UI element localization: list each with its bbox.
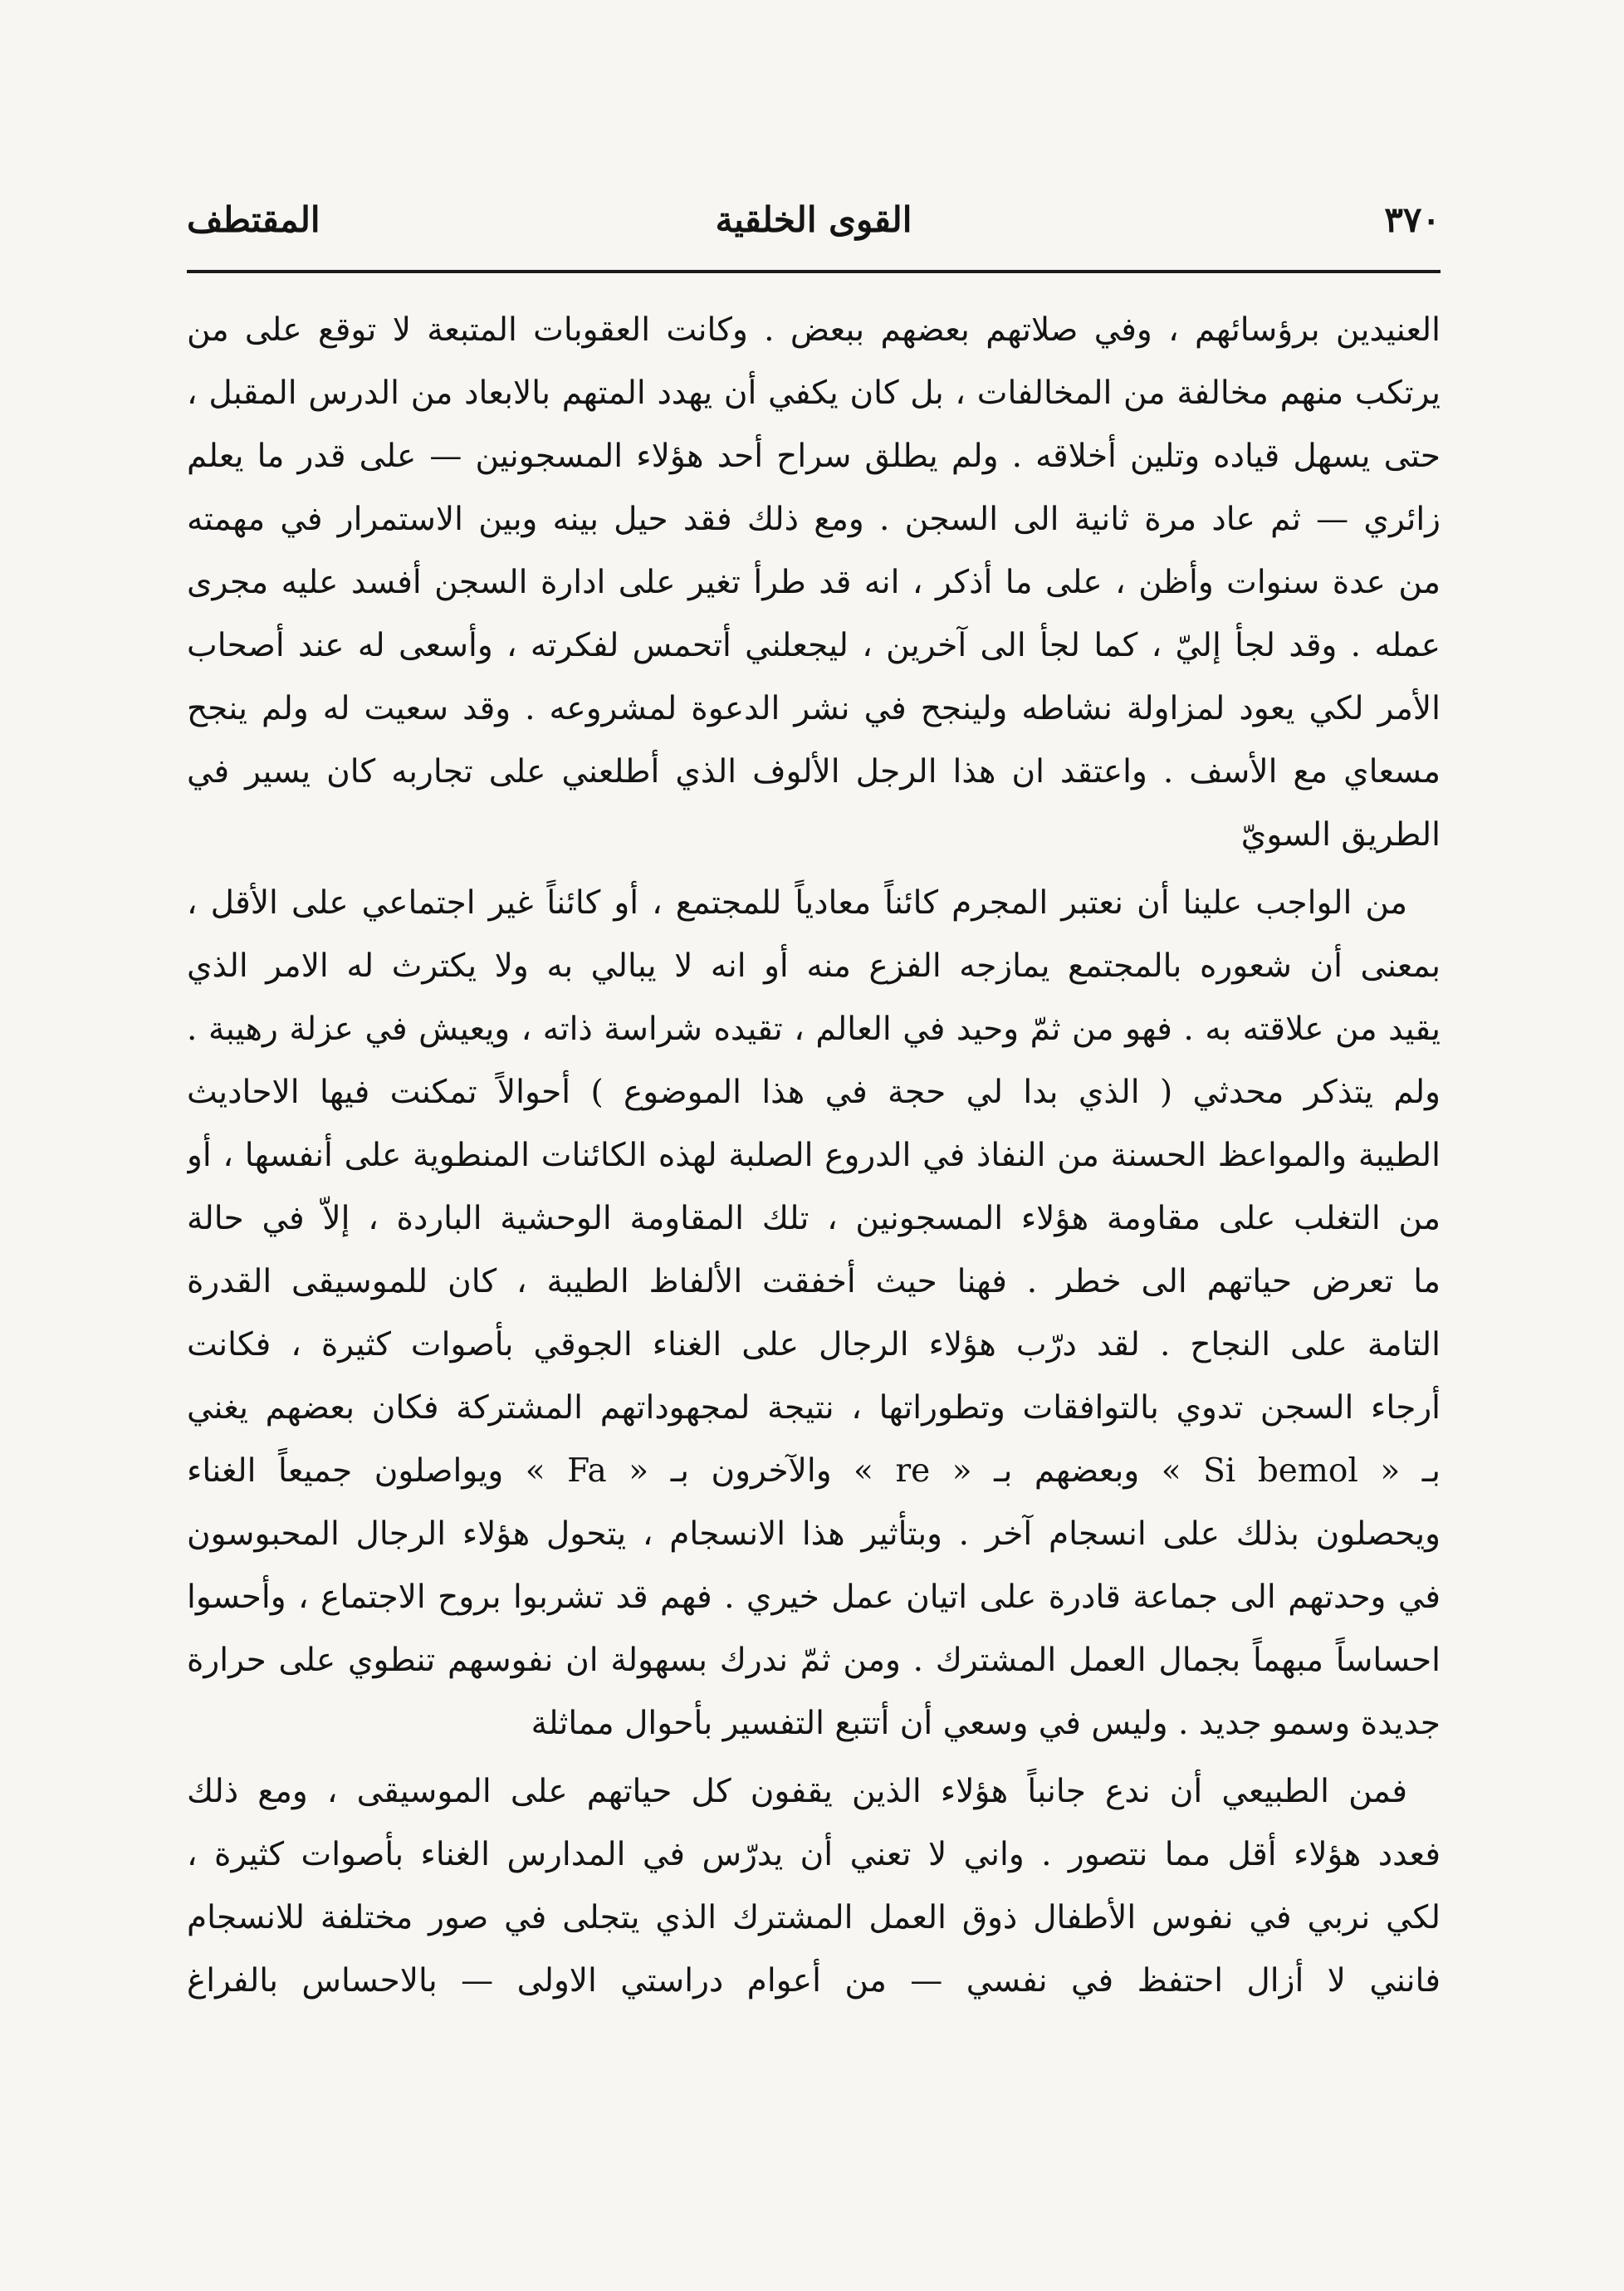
header-rule [187, 270, 1441, 273]
text-line: ولم يتذكر محدثي ( الذي بدا لي حجة في هذا الموضوع ) أحوالاً تمكنت فيها الاحاديث [187, 1074, 1441, 1111]
text-line: الطريق السويّ [1240, 816, 1441, 854]
text-line: العنيدين برؤسائهم ، وفي صلاتهم بعضهم ببعض . وكانت العقوبات المتبعة لا توقع على من [187, 311, 1441, 349]
text-line: أرجاء السجن تدوي بالتوافقات وتطوراتها ، نتيجة لمجهوداتهم المشتركة فكان بعضهم يغني [187, 1389, 1441, 1427]
text-line: الطيبة والمواعظ الحسنة من النفاذ في الدروع الصلبة لهذه الكائنات المنطوية على أنفسها ، أو [187, 1137, 1441, 1174]
text-line: التامة على النجاح . لقد درّب هؤلاء الرجال على الغناء الجوقي بأصوات كثيرة ، فكانت [187, 1326, 1441, 1363]
text-line: من الواجب علينا أن نعتبر المجرم كائناً معادياً للمجتمع ، أو كائناً غير اجتماعي على الأقل ، [187, 884, 1407, 922]
text-line: مسعاي مع الأسف . واعتقد ان هذا الرجل الألوف الذي أطلعني على تجاربه كان يسير في [187, 753, 1441, 791]
text-line: ما تعرض حياتهم الى خطر . فهنا حيث أخفقت الألفاظ الطيبة ، كان للموسيقى القدرة [187, 1263, 1441, 1300]
text-line: يقيد من علاقته به . فهو من ثمّ وحيد في العالم ، تقيده شراسة ذاته ، ويعيش في عزلة رهيبة . [187, 1011, 1441, 1048]
page-number: ٣٧٠ [1384, 199, 1441, 240]
text-line: احساساً مبهماً بجمال العمل المشترك . ومن ثمّ ندرك بسهولة ان نفوسهم تنطوي على حرارة [187, 1642, 1441, 1679]
paragraph-1 [187, 299, 1441, 867]
paragraph-2 [187, 872, 1441, 1755]
paragraph-3 [187, 1760, 1441, 2013]
article-body [187, 299, 1441, 2018]
text-line: لكي نربي في نفوس الأطفال ذوق العمل المشترك الذي يتجلى في صور مختلفة للانسجام [187, 1899, 1441, 1936]
text-line: زائري — ثم عاد مرة ثانية الى السجن . ومع ذلك فقد حيل بينه وبين الاستمرار في مهمته [187, 501, 1441, 538]
text-line: حتى يسهل قياده وتلين أخلاقه . ولم يطلق سراح أحد هؤلاء المسجونين — على قدر ما يعلم [187, 438, 1441, 475]
text-line: بمعنى أن شعوره بالمجتمع يمازجه الفزع منه أو انه لا يبالي به ولا يكترث له الامر الذي [187, 947, 1441, 985]
page-header [187, 191, 1441, 257]
text-line: فانني لا أزال احتفظ في نفسي — من أعوام دراستي الاولى — بالاحساس بالفراغ [187, 1962, 1441, 2000]
magazine-name: المقتطف [187, 199, 320, 240]
text-line: عمله . وقد لجأ إليّ ، كما لجأ الى آخرين ، ليجعلني أتحمس لفكرته ، وأسعى له عند أصحاب [187, 627, 1441, 664]
text-line: بـ « Si bemol » وبعضهم بـ « re » والآخرون بـ « Fa » ويواصلون جميعاً الغناء [187, 1452, 1441, 1490]
text-line: من التغلب على مقاومة هؤلاء المسجونين ، تلك المقاومة الوحشية الباردة ، إلاّ في حالة [187, 1200, 1441, 1237]
text-line: في وحدتهم الى جماعة قادرة على اتيان عمل خيري . فهم قد تشربوا بروح الاجتماع ، وأحسوا [187, 1579, 1441, 1616]
text-line: فمن الطبيعي أن ندع جانباً هؤلاء الذين يقفون كل حياتهم على الموسيقى ، ومع ذلك [187, 1773, 1407, 1810]
text-line: ويحصلون بذلك على انسجام آخر . وبتأثير هذا الانسجام ، يتحول هؤلاء الرجال المحبوسون [187, 1515, 1441, 1553]
text-line: جديدة وسمو جديد . وليس في وسعي أن أتتبع التفسير بأحوال مماثلة [531, 1705, 1441, 1742]
document-page [187, 191, 1441, 2217]
text-line: يرتكب منهم مخالفة من المخالفات ، بل كان يكفي أن يهدد المتهم بالابعاد من الدرس المقبل ، [187, 374, 1441, 412]
text-line: الأمر لكي يعود لمزاولة نشاطه ولينجح في نشر الدعوة لمشروعه . وقد سعيت له ولم ينجح [187, 690, 1441, 727]
text-line: فعدد هؤلاء أقل مما نتصور . واني لا تعني أن يدرّس في المدارس الغناء بأصوات كثيرة ، [187, 1836, 1441, 1873]
text-line: من عدة سنوات وأظن ، على ما أذكر ، انه قد طرأ تغير على ادارة السجن أفسد عليه مجرى [187, 564, 1441, 601]
running-title: القوى الخلقية [715, 199, 912, 240]
